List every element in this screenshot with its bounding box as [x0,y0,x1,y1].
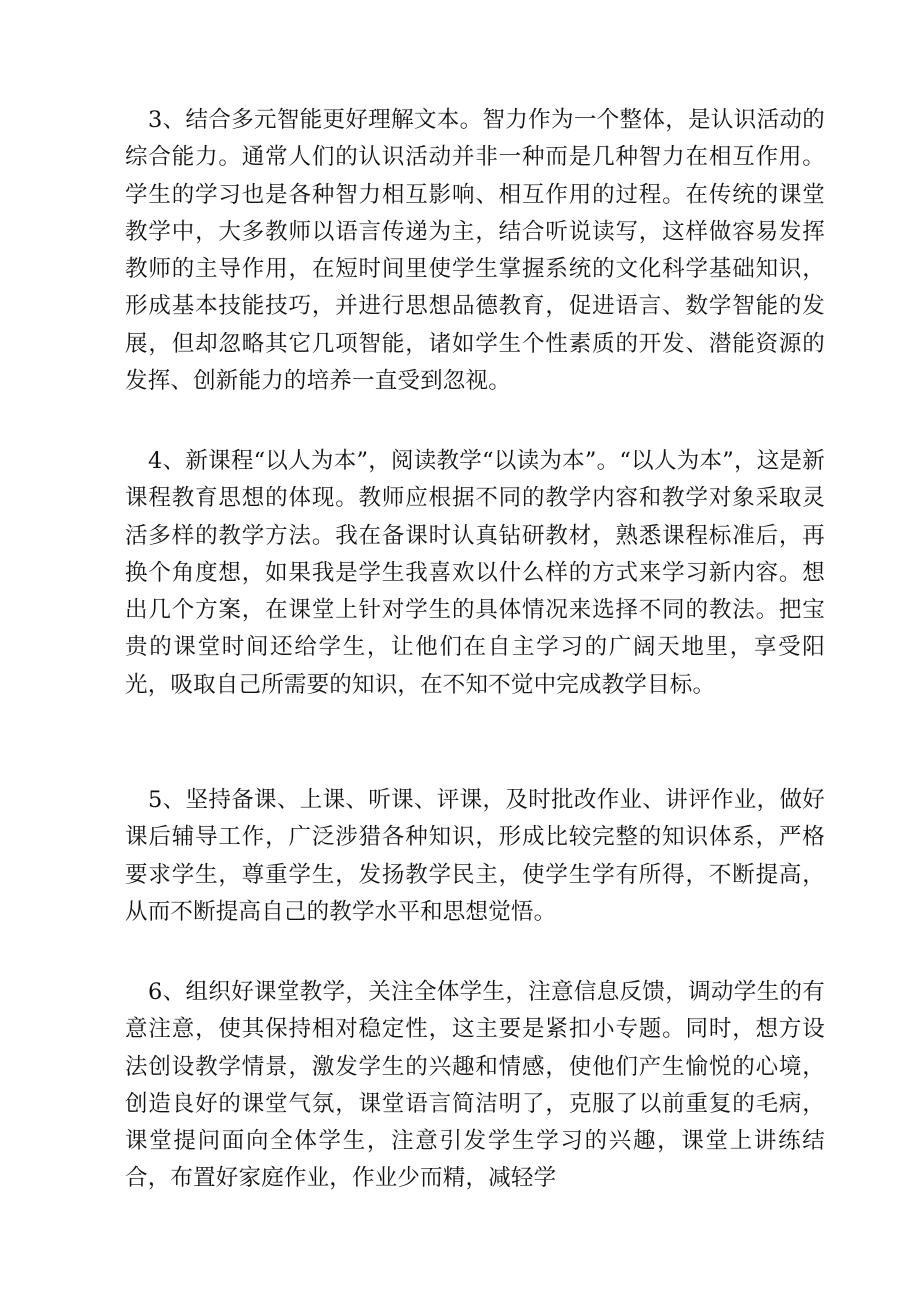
paragraph-item-6: 6、组织好课堂教学，关注全体学生，注意信息反馈，调动学生的有意注意，使其保持相对稳定性，这主要是紧扣小专题。同时，想方设法创设教学情景，激发学生的兴趣和情感，使他们产生愉悦的心境，创造良好的课堂气氛，课堂语言简洁明了，克服了以前重复的毛病，课堂提问面向全体学生，注意引发学生学习的兴趣，课堂上讲练结合，布置好家庭作业，作业少而精，减轻学 [125,979,825,1192]
paragraph-item-4: 4、新课程“以人为本”，阅读教学“以读为本”。“以人为本”，这是新课程教育思想的体现。教师应根据不同的教学内容和教学对象采取灵活多样的教学方法。我在备课时认真钻研教材，熟悉课程标准后，再换个角度想，如果我是学生我喜欢以什么样的方式来学习新内容。想出几个方案，在课堂上针对学生的具体情况来选择不同的教法。把宝贵的课堂时间还给学生，让他们在自主学习的广阔天地里，享受阳光，吸取自己所需要的知识，在不知不觉中完成教学目标。 [125,448,825,698]
paragraph-item-5: 5、坚持备课、上课、听课、评课，及时批改作业、讲评作业，做好课后辅导工作，广泛涉猎各种知识，形成比较完整的知识体系，严格要求学生，尊重学生，发扬教学民主，使学生学有所得，不断提高，从而不断提高自己的教学水平和思想觉悟。 [125,787,825,925]
paragraph-item-3: 3、结合多元智能更好理解文本。智力作为一个整体，是认识活动的综合能力。通常人们的认识活动并非一种而是几种智力在相互作用。学生的学习也是各种智力相互影响、相互作用的过程。在传统的课堂教学中，大多教师以语言传递为主，结合听说读写，这样做容易发挥教师的主导作用，在短时间里使学生掌握系统的文化科学基础知识，形成基本技能技巧，并进行思想品德教育，促进语言、数学智能的发展，但却忽略其它几项智能，诸如学生个性素质的开发、潜能资源的发挥、创新能力的培养一直受到忽视。 [125,107,825,395]
